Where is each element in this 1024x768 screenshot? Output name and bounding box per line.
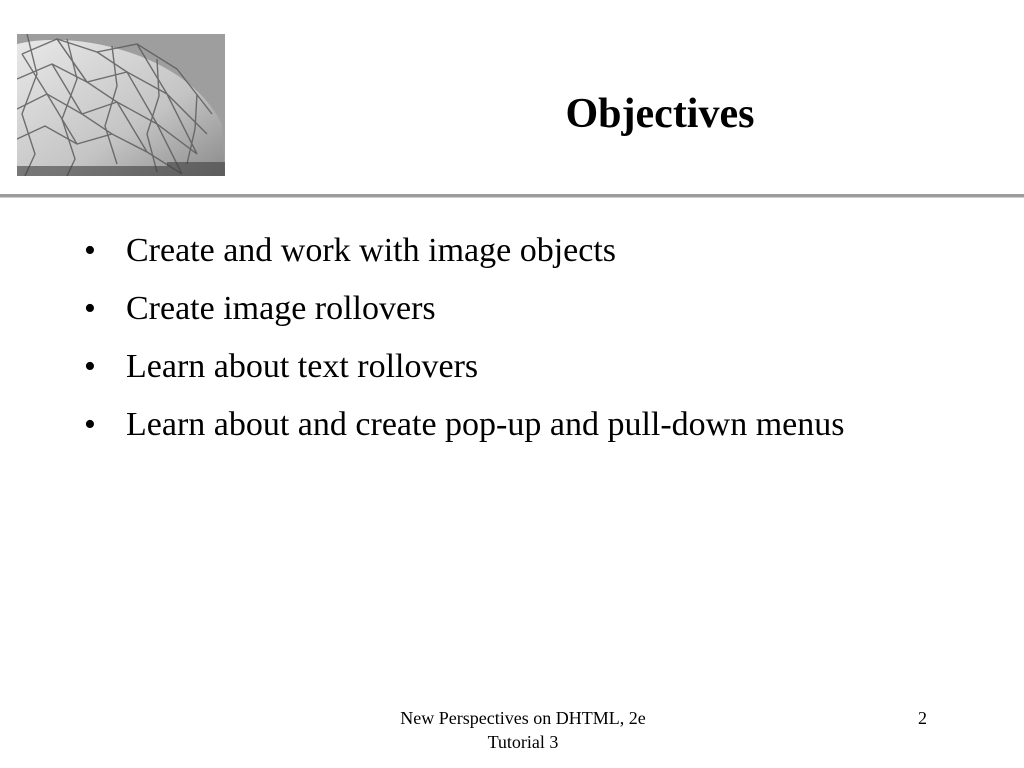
page-number: 2 [918, 708, 927, 728]
title-divider [0, 194, 1024, 198]
bullet-text: Learn about text rollovers [126, 348, 479, 385]
bullet-icon: • [84, 348, 96, 385]
bullet-icon: • [84, 406, 96, 443]
bullet-text: Create image rollovers [126, 290, 436, 327]
bullet-list [84, 230, 884, 462]
footer-line-tutorial: Tutorial 3 [487, 732, 559, 752]
page-title: Objectives [565, 91, 755, 137]
bullet-text: Create and work with image objects [126, 232, 617, 269]
geodesic-dome-photo-icon [17, 34, 225, 176]
list-item [84, 288, 884, 330]
footer-text [340, 706, 706, 754]
bullet-text: Learn about and create pop-up and pull-down menus [126, 406, 845, 443]
footer-line-title: New Perspectives on DHTML, 2e [400, 708, 646, 728]
bullet-icon: • [84, 290, 96, 327]
bullet-icon: • [84, 232, 96, 269]
list-item [84, 346, 884, 388]
list-item [84, 230, 884, 272]
list-item [84, 404, 884, 446]
